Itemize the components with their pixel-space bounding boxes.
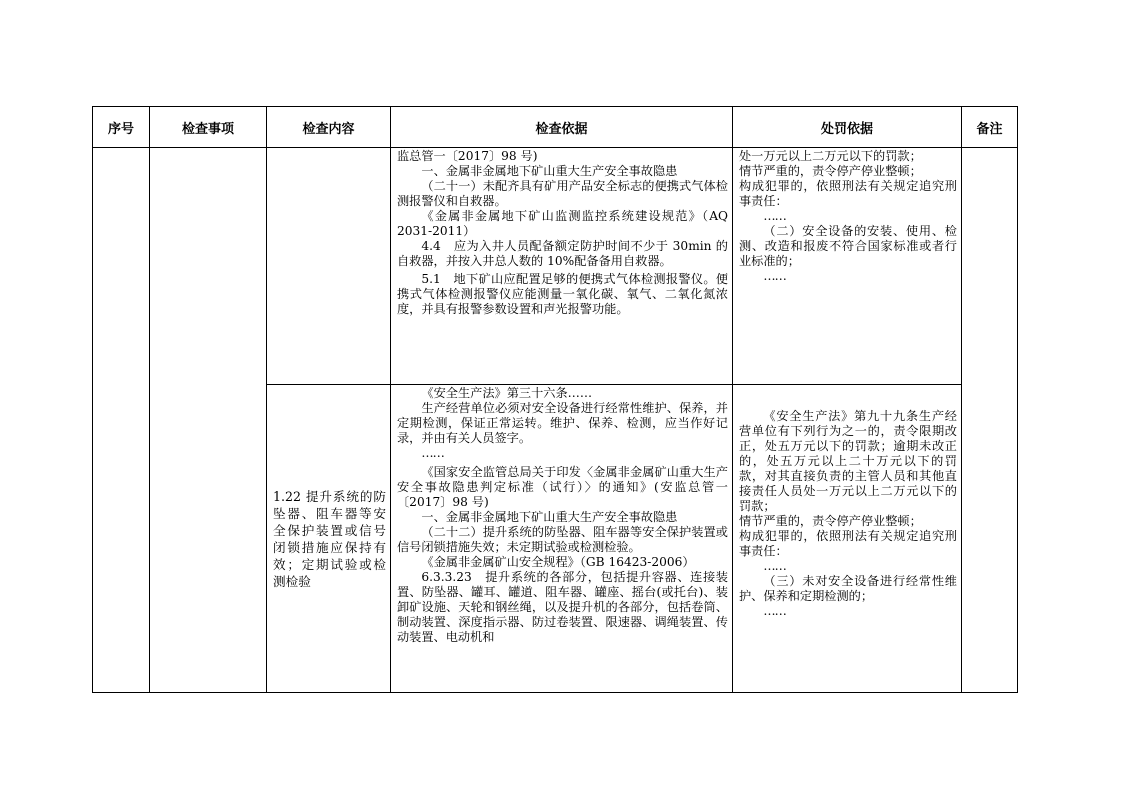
penalty-line: 情节严重的，责令停产停业整顿； bbox=[739, 514, 922, 528]
inspection-content-text: 1.22 提升系统的防坠器、阻车器等安全保护装置或信号闭锁措施应保持有效；定期试验或检测检验 bbox=[273, 488, 386, 589]
penalty-line: 《安全生产法》第九十九条生产经营单位有下列行为之一的，责令限期改正，处五万元以下的罚款；逾期未改正的，处五万元以上二十万元以下的罚款，对其直接负责的主管人员和其他直接责任人员处一万元以上二万元以下的罚款； bbox=[739, 409, 957, 513]
basis-line: 《金属非金属地下矿山监测监控系统建设规范》（AQ 2031-2011） bbox=[397, 209, 728, 238]
penalty-basis-cell bbox=[733, 385, 962, 693]
remarks-cell bbox=[962, 148, 1018, 693]
penalty-line: …… bbox=[763, 209, 786, 223]
inspection-basis-cell bbox=[391, 385, 733, 693]
basis-line: 监总管一〔2017〕98 号) bbox=[397, 149, 538, 163]
header-inspection-basis: 检查依据 bbox=[391, 107, 733, 148]
header-inspection-content: 检查内容 bbox=[267, 107, 391, 148]
header-row bbox=[93, 107, 1018, 148]
penalty-line: …… bbox=[763, 604, 786, 618]
inspection-table bbox=[92, 106, 1018, 693]
header-remarks: 备注 bbox=[962, 107, 1018, 148]
penalty-line: 处一万元以上二万元以下的罚款； bbox=[739, 149, 922, 163]
inspection-item-cell bbox=[150, 148, 267, 693]
penalty-line: 构成犯罪的，依照刑法有关规定追究刑事责任： bbox=[739, 179, 957, 208]
penalty-line: 情节严重的，责令停产停业整顿； bbox=[739, 164, 922, 178]
basis-line: 6.3.3.23 提升系统的各部分，包括提升容器、连接装置、防坠器、罐耳、罐道、阻车器、罐座、摇台(或托台)、装卸矿设施、天轮和钢丝绳，以及提升机的各部分，包括卷筒、制动装置、深度指示器、防过卷装置、限速器、调绳装置、传动装置、电动机和 bbox=[397, 570, 728, 644]
basis-line: 5.1 地下矿山应配置足够的便携式气体检测报警仪。便携式气体检测报警仪应能测量一氧化碳、氧气、二氧化氮浓度，并具有报警参数设置和声光报警功能。 bbox=[397, 272, 728, 316]
basis-line: （二十一）未配齐具有矿用产品安全标志的便携式气体检测报警仪和自救器。 bbox=[397, 179, 728, 208]
header-inspection-item: 检查事项 bbox=[150, 107, 267, 148]
basis-line: 4.4 应为入井人员配备额定防护时间不少于 30min 的自救器，并按入井总人数的 10%配备备用自救器。 bbox=[397, 239, 728, 268]
inspection-content-cell bbox=[267, 148, 391, 385]
penalty-line: （三）未对安全设备进行经常性维护、保养和定期检测的； bbox=[739, 574, 957, 603]
penalty-line: …… bbox=[763, 559, 786, 573]
header-penalty-basis: 处罚依据 bbox=[733, 107, 962, 148]
serial-number-cell bbox=[93, 148, 150, 693]
table-row bbox=[93, 148, 1018, 385]
basis-line: 一、金属非金属地下矿山重大生产安全事故隐患 bbox=[421, 164, 678, 178]
penalty-line: …… bbox=[763, 269, 786, 283]
basis-line: 《国家安全监管总局关于印发〈金属非金属矿山重大生产安全事故隐患判定标准（试行）〉的通知》(安监总管一〔2017〕98 号) bbox=[397, 465, 728, 509]
penalty-basis-cell bbox=[733, 148, 962, 385]
basis-line: 一、金属非金属地下矿山重大生产安全事故隐患 bbox=[421, 510, 678, 524]
basis-line: …… bbox=[421, 446, 444, 460]
penalty-line: （二）安全设备的安装、使用、检测、改造和报废不符合国家标准或者行业标准的； bbox=[739, 224, 957, 268]
inspection-content-cell bbox=[267, 385, 391, 693]
header-serial-number: 序号 bbox=[93, 107, 150, 148]
inspection-basis-cell bbox=[391, 148, 733, 385]
basis-line: （二十二）提升系统的防坠器、阻车器等安全保护装置或信号闭锁措施失效；未定期试验或检测检验。 bbox=[397, 525, 728, 554]
basis-line: 《安全生产法》第三十六条…… bbox=[421, 386, 593, 400]
penalty-line: 构成犯罪的，依照刑法有关规定追究刑事责任： bbox=[739, 529, 957, 558]
basis-line: 生产经营单位必须对安全设备进行经常性维护、保养，并定期检测，保证正常运转。维护、保养、检测，应当作好记录，并由有关人员签字。 bbox=[397, 401, 728, 445]
basis-line: 《金属非金属矿山安全规程》（GB 16423-2006） bbox=[421, 555, 695, 569]
